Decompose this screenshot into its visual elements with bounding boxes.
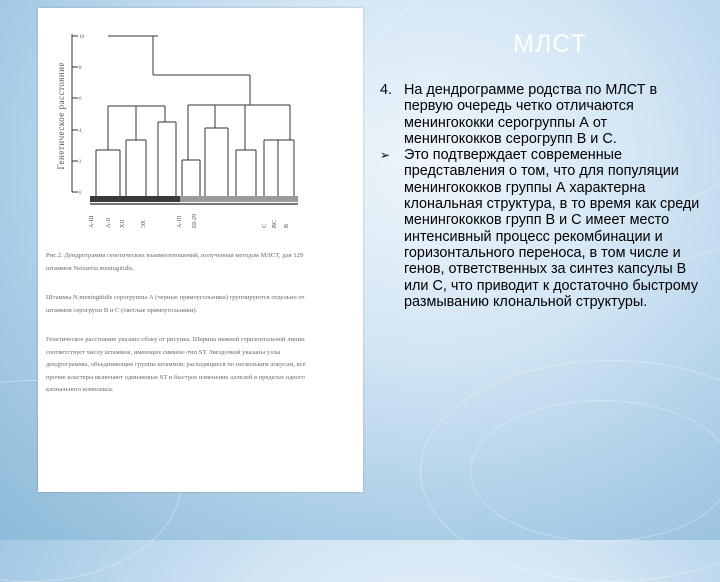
dendrogram-leaves <box>90 196 298 205</box>
figure-caption-legend: Штаммы N.meningitidis серогруппы А (черные прямоугольники) группируются отдельно от штаммов серогрупп В и С (светлые прямоугольники). <box>46 294 305 314</box>
y-tick-label: 2 <box>79 160 82 165</box>
leaf-label: Ш-29 <box>192 213 198 228</box>
leaf-label: ХII <box>120 219 126 228</box>
leaf-label: В <box>284 223 290 228</box>
slide-body <box>380 82 702 310</box>
arrow-bullet-icon: ➢ <box>380 148 391 163</box>
leaf-label: А-II <box>106 217 112 228</box>
bullet-text: Это подтверждает современные представления о том, что для популяции менингококков группы А характерна клональная структура, в то время как среди менингококков групп В и С имеет место интенсивный процесс рекомбинации и горизонтального переноса, в том числе и генов, ответственных за синтез капсулы В или С, что приводит к достаточно быстрому размыванию клональной структуры. <box>404 147 700 310</box>
leaf-label: С <box>262 223 268 228</box>
y-axis-label: Генетическое расстояние <box>56 62 66 170</box>
y-tick-label: 8 <box>79 66 82 71</box>
leaf-baseline <box>90 203 298 205</box>
leaf-label: ЭХ <box>141 220 147 228</box>
y-tick-label: 10 <box>79 35 84 40</box>
y-tick-label: 6 <box>79 97 82 102</box>
figure-caption-title: Рис.2. Дендрограмма генетических взаимоотношений, полученная методом МЛСТ, для 129 штаммов Neisseria meningitidis. <box>46 252 304 272</box>
leaf-label: А-III <box>177 215 183 228</box>
numbered-point <box>380 82 702 147</box>
point-text: На дендрограмме родства по МЛСТ в первую очередь четко отличаются менингококки серогруппы А от менингококков серогрупп В и С. <box>404 82 658 147</box>
y-tick-label: 0 <box>79 191 82 196</box>
slide-title: МЛСТ <box>513 30 587 58</box>
point-number: 4. <box>380 82 393 98</box>
figure-caption-notes: Генетическое расстояние указано сбоку от рисунка. Ширина нижней горизонтальной линии соответствует числу штаммов, имеющих сиквенс-тип ST. Звездочкой указаны узлы дендрограммы, объединяющие группы штаммов, расходящиеся по нескольким локусам, все прочие кластеры включают одинаковые ST и быстрое изменение аллелей в пределах одного клонального комплекса. <box>46 336 306 394</box>
bullet-point <box>380 147 702 310</box>
leaf-label: А-Ш <box>89 215 95 228</box>
serogroup-bc-leaf-strip <box>180 196 298 202</box>
serogroup-a-leaf-strip <box>90 196 180 202</box>
leaf-label: ВС <box>272 219 278 228</box>
y-tick-label: 4 <box>79 129 82 134</box>
